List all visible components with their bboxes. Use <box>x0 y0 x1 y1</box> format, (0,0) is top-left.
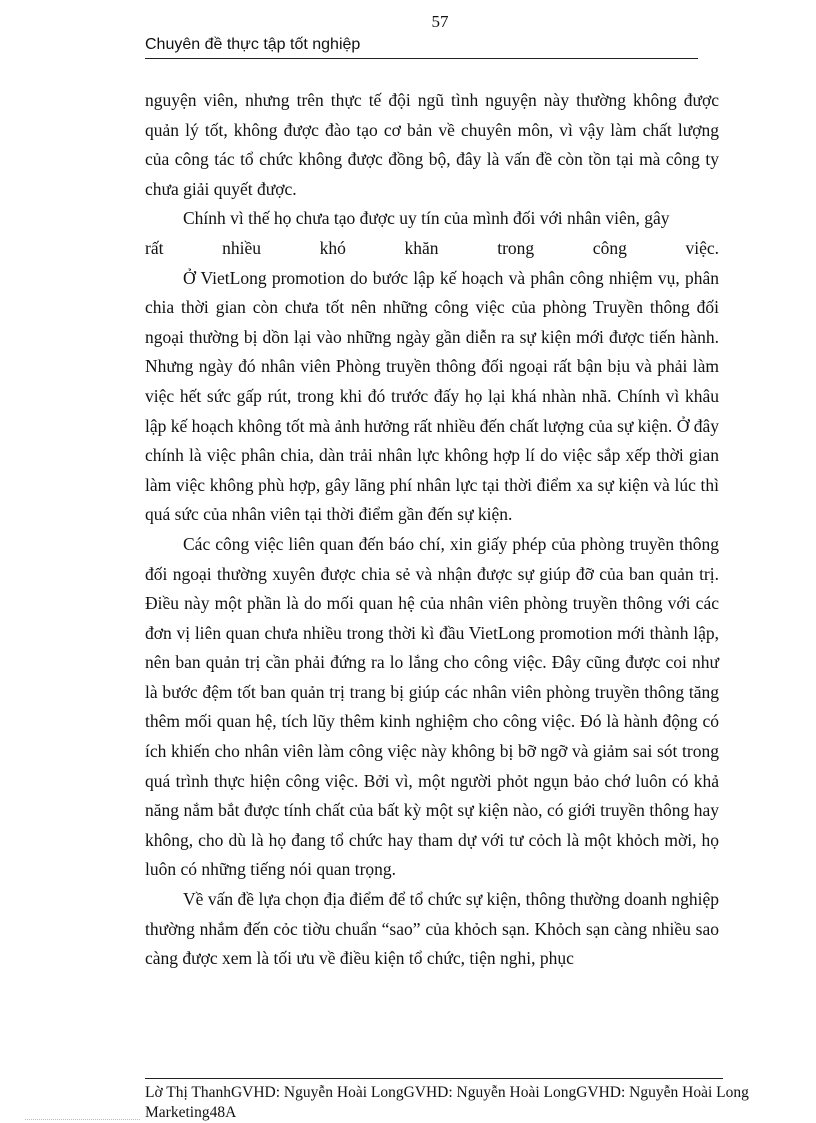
word: rất <box>145 237 164 258</box>
word: khăn <box>404 237 439 258</box>
paragraph-4: Các công việc liên quan đến báo chí, xin giấy phép của phòng truyền thông đối ngoại thường xuyên được chia sẻ và nhận được sự giúp đỡ của ban quản trị. Điều này một phần là do mối quan hệ của nhân viên phòng truyền thông với các đơn vị liên quan chưa nhiều trong thời kì đầu VietLong promotion mới thành lập, nên ban quản trị cần phải đứng ra lo lắng cho công việc. Đây cũng được coi như là bước đệm tốt ban quản trị trang bị giúp các nhân viên phòng truyền thông tăng thêm mối quan hệ, tích lũy thêm kinh nghiệm cho công việc. Đó là hành động có ích khiến cho nhân viên làm công việc này không bị bỡ ngỡ và giảm sai sót trong quá trình thực hiện công việc. Bởi vì, một người phỏt ngụn bảo chớ luôn có khả năng nắm bắt được tính chất của bất kỳ một sự kiện nào, có giới truyền thông hay không, cho dù là họ đang tổ chức hay tham dự với tư cỏch là một khỏch mời, họ luôn có những tiếng nói quan trọng. <box>145 533 719 880</box>
dotted-divider <box>25 1119 140 1120</box>
header-divider <box>145 58 698 59</box>
paragraph-3: Ở VietLong promotion do bước lập kế hoạch và phân công nhiệm vụ, phân chia thời gian còn chưa tốt nên những công việc của phòng Truyền thông đối ngoại thường bị dồn lại vào những ngày gần diễn ra sự kiện mới được tiến hành. Nhưng ngày đó nhân viên Phòng truyền thông đối ngoại rất bận bịu và phải làm việc hết sức gấp rút, trong khi đó trước đấy họ lại khá nhàn nhã. Chính vì khâu lập kế hoạch không tốt mà ảnh hưởng rất nhiều đến chất lượng của sự kiện. Ở đây chính là việc phân chia, dàn trải nhân lực không hợp lí do việc sắp xếp thời gian làm việc không phù hợp, gây lãng phí nhân lực tại thời điểm xa sự kiện và lúc thì quá sức của nhân viên tại thời điểm gần đến sự kiện. <box>145 267 719 525</box>
word: nhiều <box>222 237 261 258</box>
word: công <box>592 237 627 258</box>
document-body <box>145 86 719 974</box>
footer-author-line: Lờ Thị ThanhGVHD: Nguyễn Hoài LongGVHD: Nguyễn Hoài LongGVHD: Nguyễn Hoài Long <box>145 1084 749 1101</box>
paragraph-2-first-line: Chính vì thế họ chưa tạo được uy tín của mình đối với nhân viên, gây <box>183 208 670 229</box>
footer-divider <box>145 1078 723 1079</box>
page-number: 57 <box>431 12 449 31</box>
footer-class-line: Marketing48A <box>145 1104 237 1121</box>
paragraph-5: Về vấn đề lựa chọn địa điểm để tổ chức sự kiện, thông thường doanh nghiệp thường nhắm đến cỏc tiờu chuẩn “sao” của khỏch sạn. Khỏch sạn càng nhiều sao càng được xem là tối ưu về điều kiện tổ chức, tiện nghi, phục <box>145 889 719 969</box>
paragraph-1: nguyện viên, nhưng trên thực tế đội ngũ tình nguyện này thường không được quản lý tốt, không được đào tạo cơ bản về chuyên môn, vì vậy làm chất lượng của công tác tổ chức không được đồng bộ, đây là vấn đề còn tồn tại mà công ty chưa giải quyết được. <box>145 90 719 199</box>
word: việc. <box>685 237 719 258</box>
paragraph-2-spread-line <box>145 234 719 264</box>
word: khó <box>319 237 346 258</box>
footer <box>145 1083 805 1123</box>
word: trong <box>497 237 535 258</box>
header-title: Chuyên đề thực tập tốt nghiệp <box>145 36 361 53</box>
